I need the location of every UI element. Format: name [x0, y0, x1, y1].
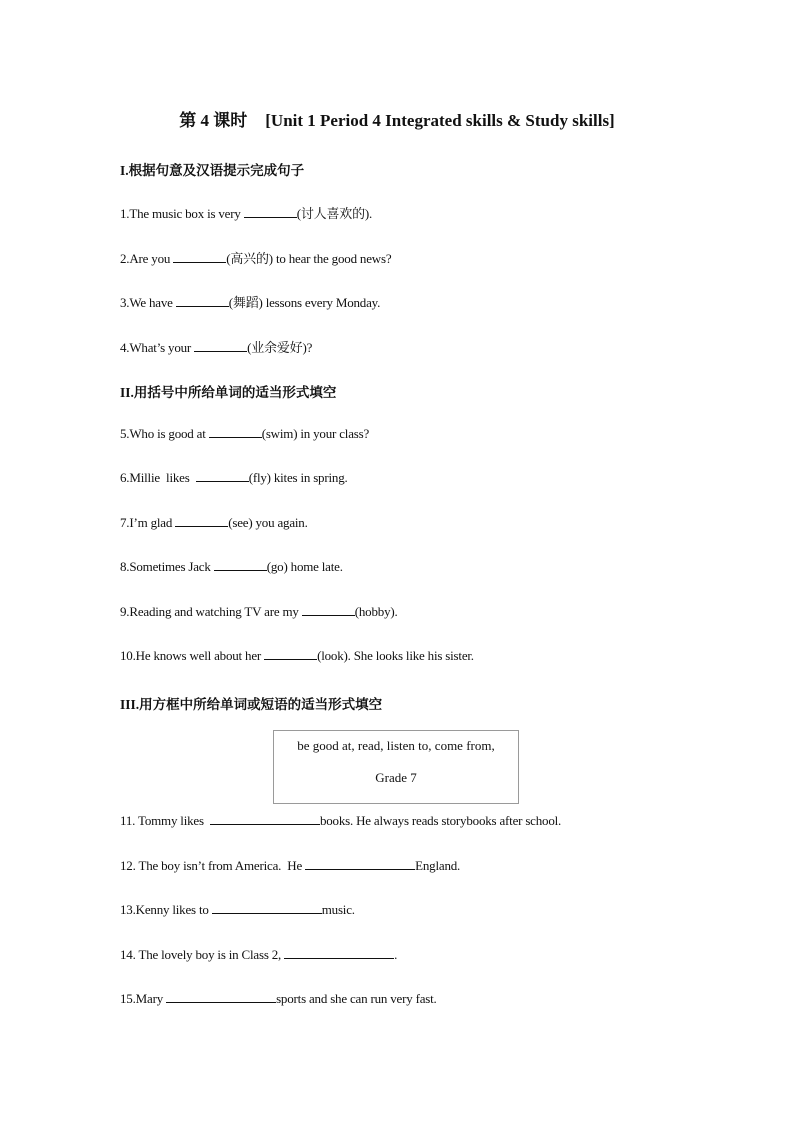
- answer-blank[interactable]: [176, 295, 229, 307]
- question-11: 11. Tommy likes books. He always reads storybooks after school.: [120, 813, 562, 828]
- answer-blank[interactable]: [305, 858, 415, 870]
- section-heading-2: II.用括号中所给单词的适当形式填空: [120, 385, 337, 400]
- answer-blank[interactable]: [194, 340, 247, 352]
- question-13: 13.Kenny likes to music.: [120, 902, 355, 917]
- answer-blank[interactable]: [214, 559, 267, 571]
- question-6: 6.Millie likes (fly) kites in spring.: [120, 470, 348, 485]
- answer-blank[interactable]: [173, 251, 226, 263]
- answer-blank[interactable]: [209, 426, 262, 438]
- answer-blank[interactable]: [284, 947, 394, 959]
- answer-blank[interactable]: [196, 470, 249, 482]
- question-2: 2.Are you (高兴的) to hear the good news?: [120, 251, 392, 266]
- question-5: 5.Who is good at (swim) in your class?: [120, 426, 370, 441]
- unit-title: [Unit 1 Period 4 Integrated skills & Study skills]: [265, 111, 615, 130]
- answer-blank[interactable]: [166, 991, 276, 1003]
- question-9: 9.Reading and watching TV are my (hobby).: [120, 604, 398, 619]
- section-heading-3: III.用方框中所给单词或短语的适当形式填空: [120, 697, 383, 712]
- lesson-number: 第 4 课时: [179, 111, 248, 130]
- answer-blank[interactable]: [175, 515, 228, 527]
- page-title: [0, 106, 794, 131]
- answer-blank[interactable]: [212, 902, 322, 914]
- answer-blank[interactable]: [244, 206, 297, 218]
- answer-blank[interactable]: [302, 604, 355, 616]
- word-box: [273, 730, 519, 804]
- question-4: 4.What’s your (业余爱好)?: [120, 340, 313, 355]
- question-14: 14. The lovely boy is in Class 2, .: [120, 947, 398, 962]
- question-7: 7.I’m glad (see) you again.: [120, 515, 308, 530]
- answer-blank[interactable]: [264, 648, 317, 660]
- question-15: 15.Mary sports and she can run very fast.: [120, 991, 437, 1006]
- word-box-line-2: Grade 7: [375, 770, 417, 785]
- question-10: 10.He knows well about her (look). She looks like his sister.: [120, 648, 474, 663]
- section-heading-1: I.根据句意及汉语提示完成句子: [120, 163, 305, 178]
- question-12: 12. The boy isn’t from America. He England.: [120, 858, 461, 873]
- question-1: 1.The music box is very (讨人喜欢的).: [120, 206, 373, 221]
- question-3: 3.We have (舞蹈) lessons every Monday.: [120, 295, 381, 310]
- word-box-line-1: be good at, read, listen to, come from,: [297, 738, 495, 753]
- question-8: 8.Sometimes Jack (go) home late.: [120, 559, 343, 574]
- answer-blank[interactable]: [210, 813, 320, 825]
